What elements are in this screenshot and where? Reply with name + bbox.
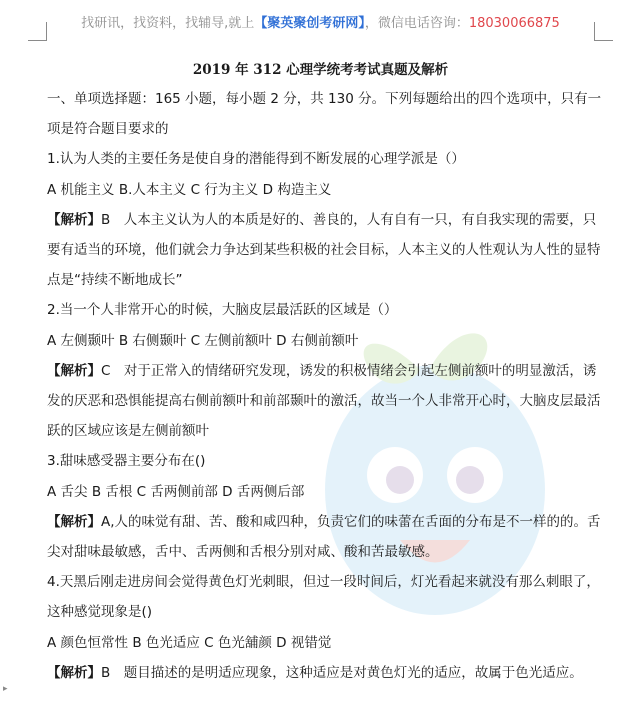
header-prefix: 找研讯，找资料，找辅导,就上: [81, 16, 255, 31]
question-4-analysis: [47, 658, 607, 688]
question-1-analysis: [47, 205, 607, 296]
question-1-options: A 机能主义 B.人本主义 C 行为主义 D 构造主义: [47, 181, 332, 198]
analysis-label: 【解析】: [47, 362, 101, 379]
analysis-label: 【解析】: [47, 211, 101, 228]
header-middle: ，微信电话咨询：: [364, 16, 469, 31]
margin-mark: ▸: [3, 684, 8, 694]
question-2-options: A 左侧颞叶 B 右侧颞叶 C 左侧前额叶 D 右侧前额叶: [47, 332, 359, 349]
question-4-options: A 颜色恒常性 B 色光适应 C 色光舖颜 D 视错觉: [47, 634, 332, 651]
section-intro: 一、单项选择题：165 小题，每小题 2 分，共 130 分。下列每题给出的四个选项中，只有一项是符合题目要求的: [47, 91, 602, 138]
analysis-text: B 题目描述的是明适应现象，这种适应是对黄色灯光的适应，故属于色光适应。: [101, 664, 583, 681]
question-3-stem: 3.甜味感受器主要分布在(): [47, 453, 206, 470]
page-header: [0, 12, 641, 31]
analysis-text: B 人本主义认为人的本质是好的、善良的，人有自有一只，有自我实现的需要，只要有适当的环境，他们就会力争达到某些积极的社会目标，人本主义的人性观认为人性的显特点是“持续不断地成长”: [47, 211, 601, 289]
document-title: 2019 年 312 心理学统考考试真题及解析: [192, 62, 449, 78]
question-3-options: A 舌尖 B 舌根 C 舌两侧前部 D 舌两侧后部: [47, 483, 305, 500]
question-1-stem: 1.认为人类的主要任务是使自身的潜能得到不断发展的心理学派是（）: [47, 151, 465, 168]
analysis-text: A,人的味觉有甜、苦、酸和咸四种，负责它们的味蕾在舌面的分布是不一样的的。舌尖对甜味最敏感，舌中、舌两侧和舌根分别对咸、酸和苦最敏感。: [47, 513, 601, 561]
header-brand: 【聚英聚创考研网】: [254, 16, 365, 31]
header-phone: 18030066875: [468, 16, 560, 31]
question-2-analysis: [47, 356, 607, 447]
analysis-label: 【解析】: [47, 513, 101, 530]
question-2-stem: 2.当一个人非常开心的时候，大脑皮层最活跃的区域是（）: [47, 302, 398, 319]
question-3-analysis: [47, 507, 607, 567]
question-4-stem: 4.天黑后刚走进房间会觉得黄色灯光刺眼，但过一段时间后，灯光看起来就没有那么刺眼了，这种感觉现象是(): [47, 574, 600, 621]
analysis-text: C 对于正常入的情绪研究发现，诱发的积极情绪会引起左侧前额叶的明显激活，诱发的厌恶和恐惧能提高右侧前额叶和前部颞叶的激活，故当一个人非常开心时，大脑皮层最活跃的区域应该是左侧前额叶: [47, 362, 601, 440]
document-body: [47, 84, 607, 688]
analysis-label: 【解析】: [47, 664, 101, 681]
